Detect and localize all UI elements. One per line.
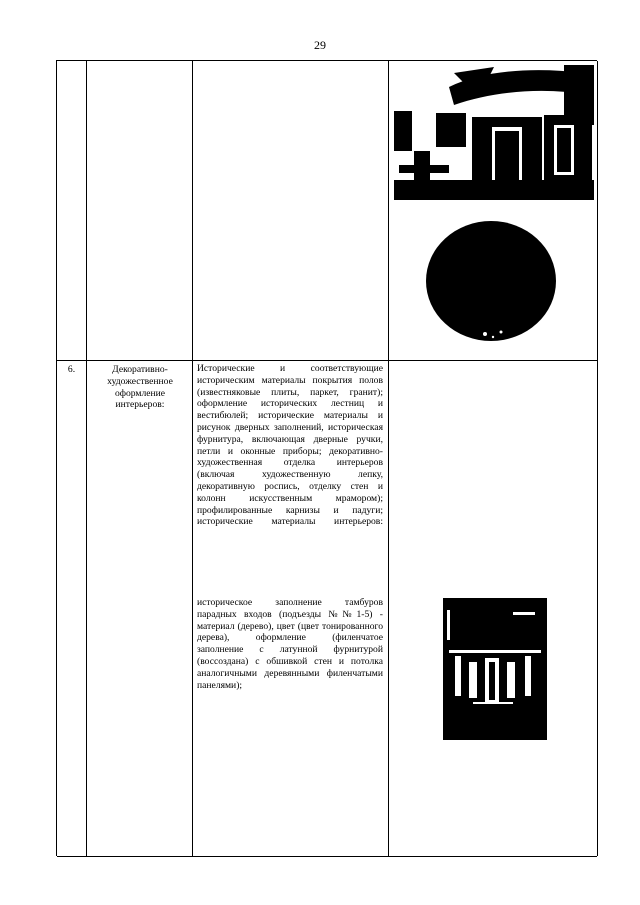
protected-features-table	[56, 60, 597, 856]
vestibule-doors-photo	[443, 598, 547, 745]
column-divider	[388, 61, 389, 856]
column-divider	[86, 61, 87, 856]
row-number: 6.	[67, 364, 76, 375]
column-divider	[597, 61, 598, 856]
column-divider	[192, 61, 193, 856]
building-entrance-photo	[394, 65, 594, 205]
element-name: Декоративно-художественное оформление интерьеров:	[107, 364, 173, 411]
element-description: Исторические и соответствующие историческим материалы покрытия полов (известняковые плиты, паркет, гранит); оформление исторических лестниц и вестибюлей; исторические материалы и рисунок дверных заполнений, историческая фурнитура, включающая дверные ручки, петли и оконные приборы; декоративно-художественная отделка интерьеров (включая художественную лепку, декоративную роспись, отделку стен и колонн искусственным мрамором); профилированные карнизы и падуги; исторические материалы интерьеров:	[197, 363, 383, 528]
row-divider	[57, 360, 597, 361]
page-number: 29	[314, 38, 326, 52]
row-divider	[57, 856, 597, 857]
ceiling-rosette-photo	[421, 218, 561, 353]
vestibule-description: историческое заполнение тамбуров парадных входов (подъезды №№1-5) - материал (дерево), цвет (цвет тонированного дерева), оформление (филенчатое заполнение с латунной фурнитурой (воссоздана) с обшивкой стен и потолка аналогичными деревянными филенчатыми панелями);	[197, 597, 383, 691]
